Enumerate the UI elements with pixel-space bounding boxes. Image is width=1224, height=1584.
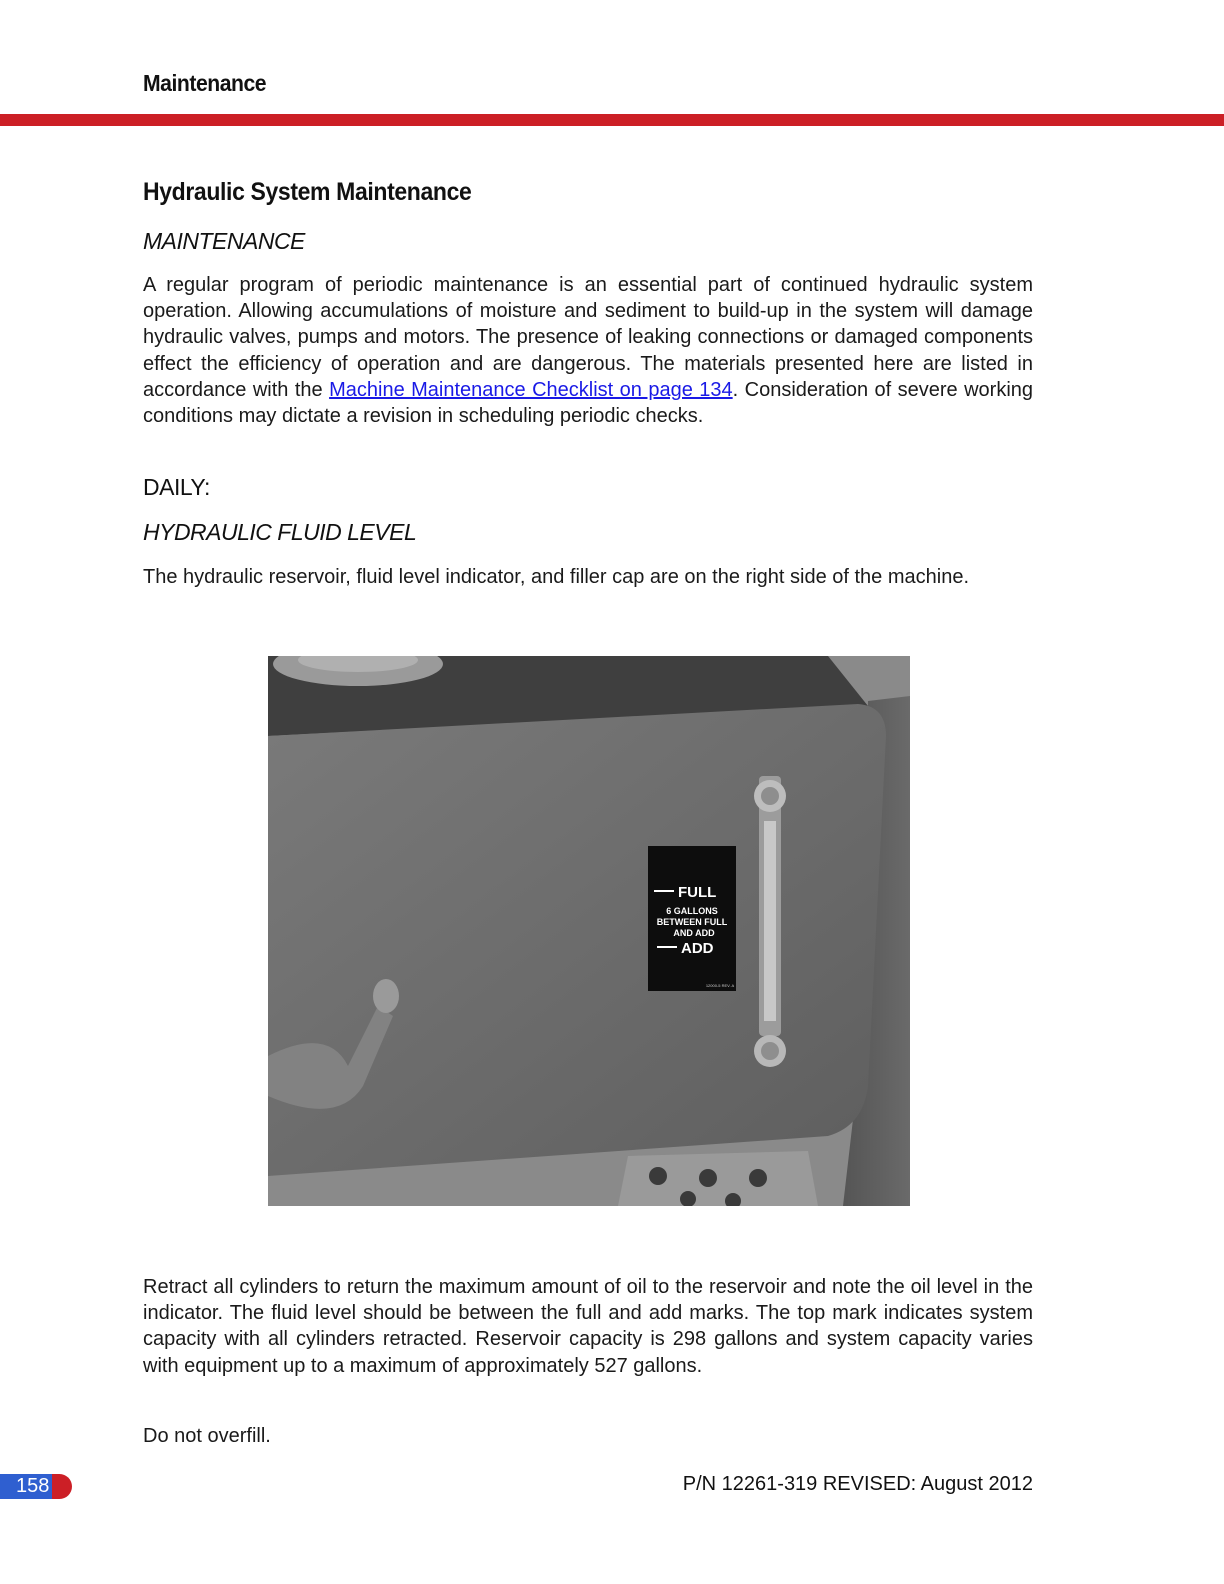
reservoir-photo (268, 656, 910, 1206)
footer-doc-info: P/N 12261-319 REVISED: August 2012 (682, 1473, 1033, 1495)
daily-heading: DAILY: (143, 474, 210, 500)
label-full: FULL (678, 884, 717, 901)
section-header: Maintenance (143, 70, 267, 96)
label-part-number: 12000-5 REV. A (705, 983, 735, 988)
subhead-maintenance: MAINTENANCE (143, 228, 305, 254)
overfill-warning: Do not overfill. (143, 1425, 271, 1447)
para1-text-b: . Consideration of severe working conditions may dictate a revision in scheduling periodic checks. (143, 378, 1034, 428)
label-gallons: 6 GALLONS (666, 906, 718, 916)
maintenance-checklist-link[interactable]: Machine Maintenance Checklist on page 134 (329, 378, 733, 401)
page-title: Hydraulic System Maintenance (143, 178, 472, 206)
label-between: BETWEEN FULL (656, 917, 728, 927)
maintenance-paragraph (143, 272, 1033, 429)
para1-text-a: A regular program of periodic maintenance is an essential part of continued hydraulic system operation. Allowing accumulations of moisture and sediment to build-up in the system will damage hydraulic valves, pumps and motors. The presence of leaking connections or damaged components effect the efficiency of operation and are dangerous. The materials presented here are listed in accordance with the (143, 274, 1033, 401)
label-add: ADD (681, 940, 714, 957)
reservoir-location-paragraph: The hydraulic reservoir, fluid level indicator, and filler cap are on the right side of the machine. (143, 566, 969, 588)
header-rule (0, 114, 1224, 126)
label-and-add: AND ADD (673, 928, 715, 938)
subhead-fluid-level: HYDRAULIC FLUID LEVEL (143, 519, 417, 545)
page-number: 158 (16, 1475, 50, 1497)
fluid-level-paragraph: Retract all cylinders to return the maximum amount of oil to the reservoir and note the oil level in the indicator. The fluid level should be between the full and add marks. The top mark indicates system capacity with all cylinders retracted. Reservoir capacity is 298 gallons and system capacity varies with equipment up to a maximum of approximately 527 gallons. (143, 1276, 1033, 1377)
